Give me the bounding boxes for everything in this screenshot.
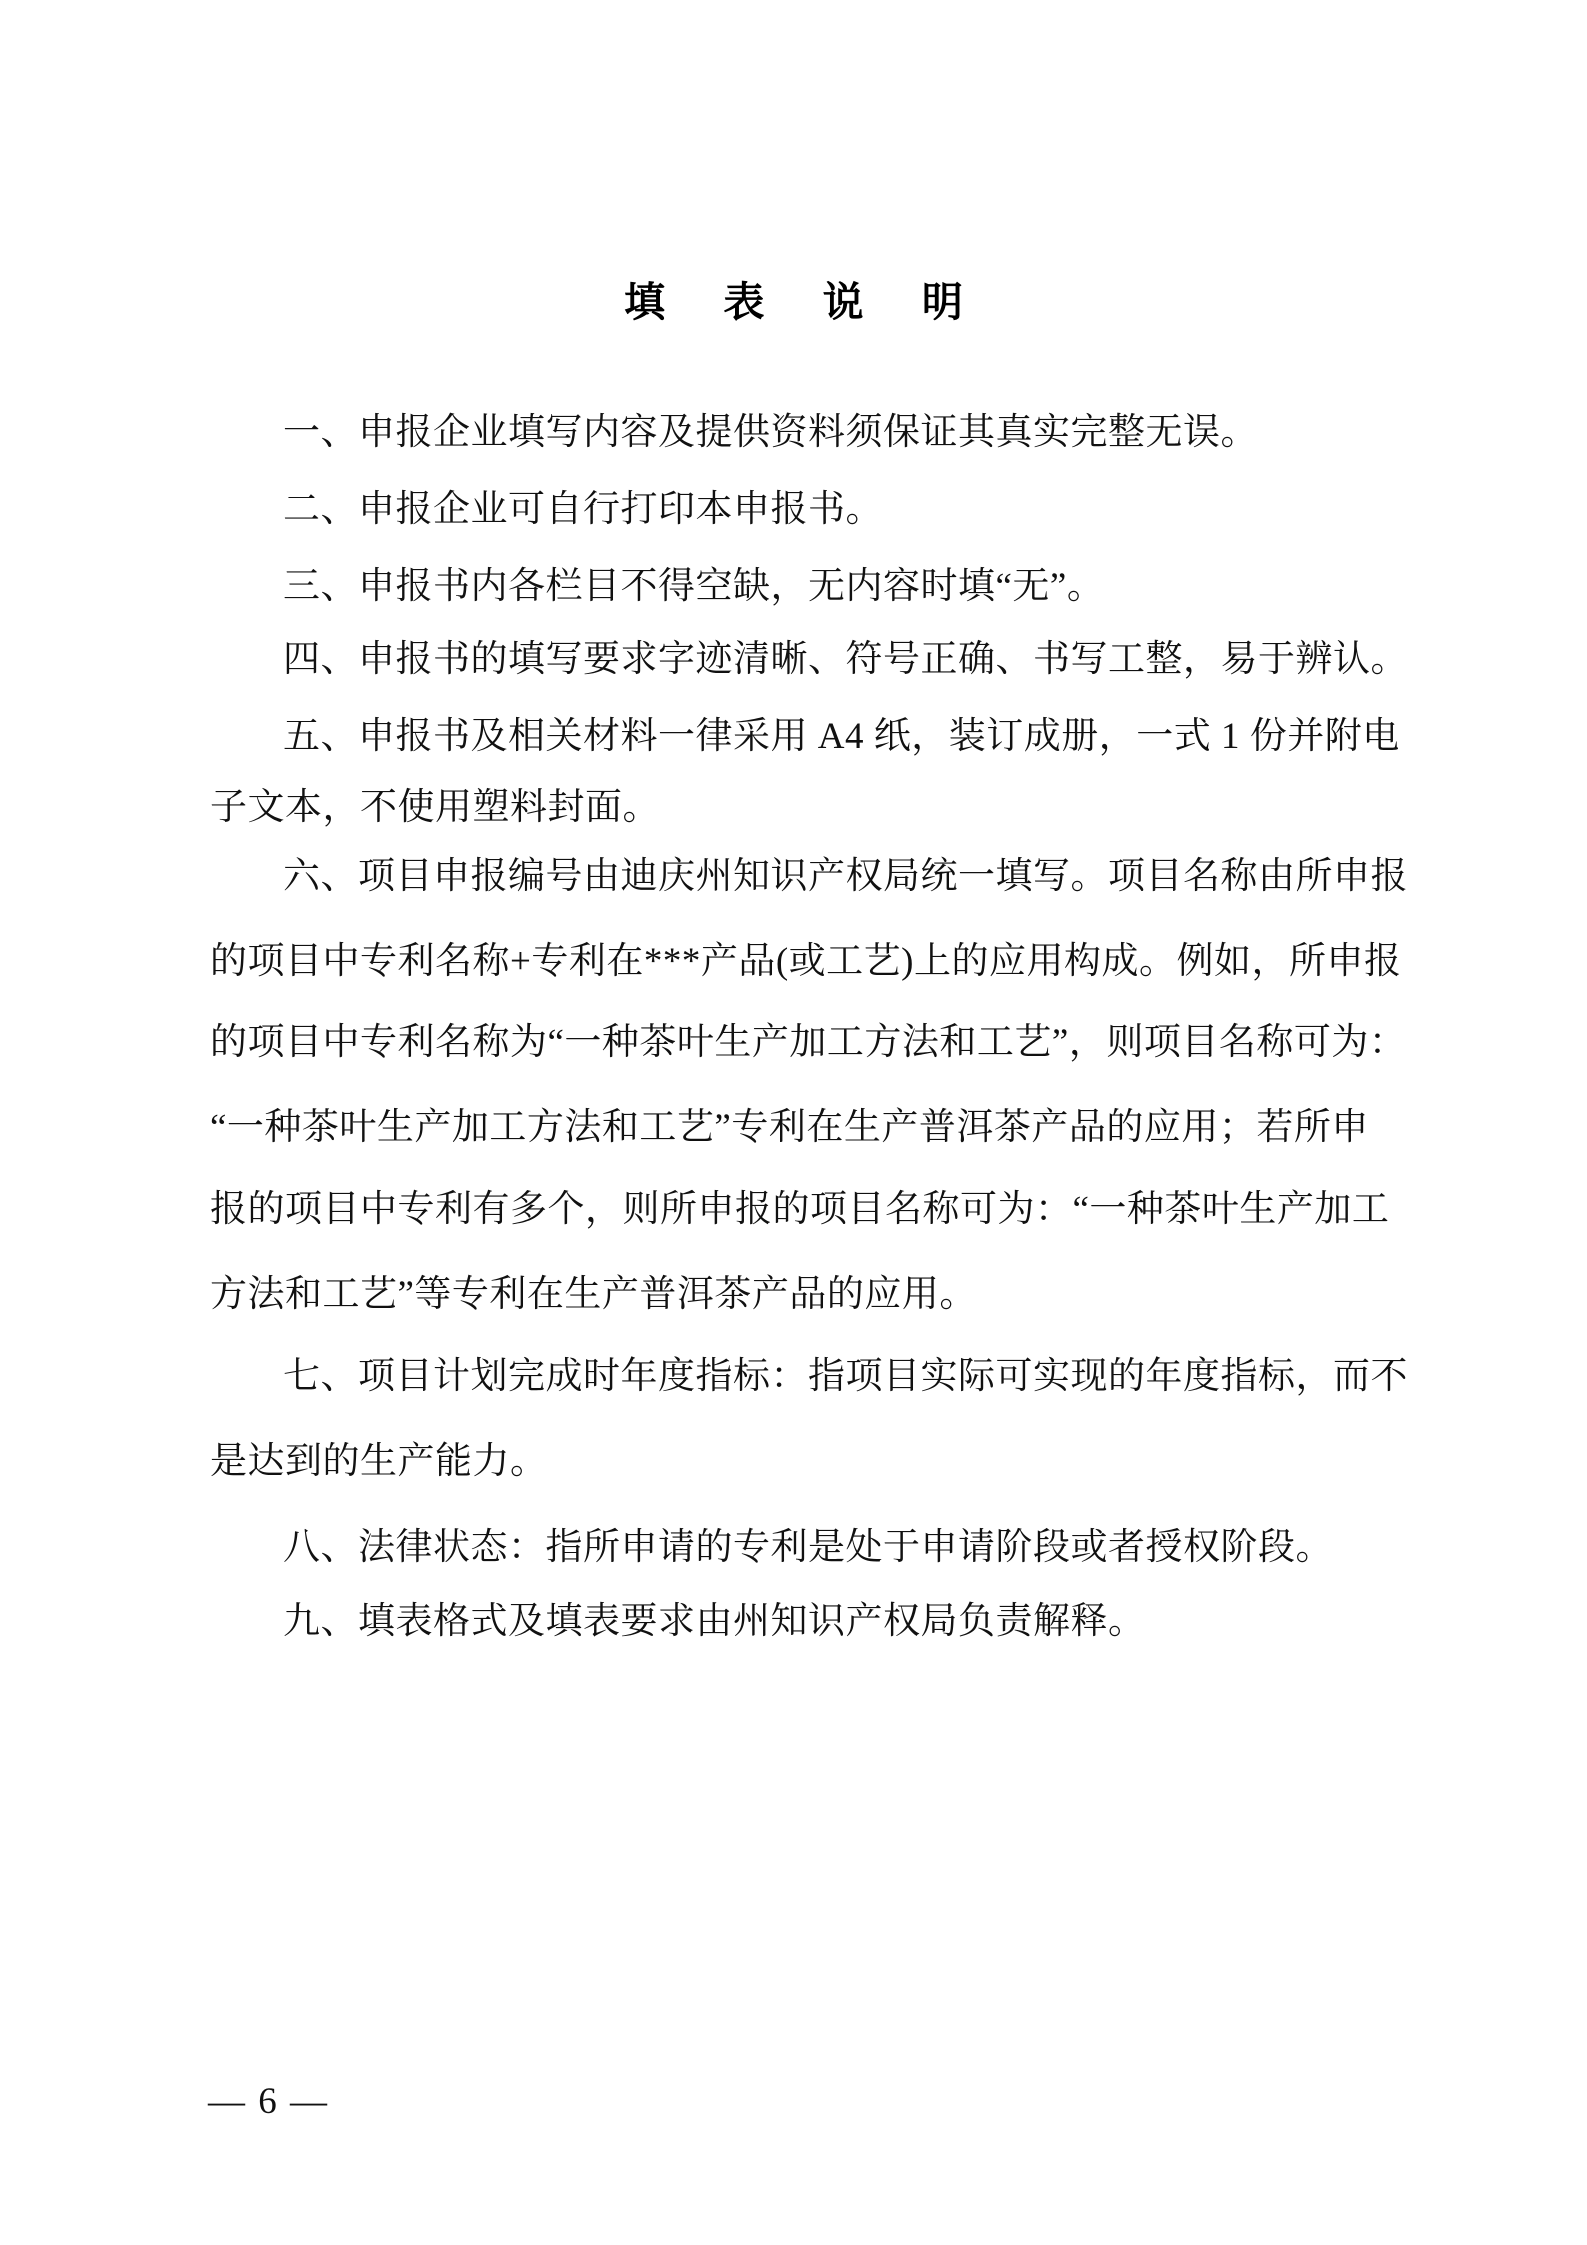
instruction-line-8: 八、法律状态：指所申请的专利是处于申请阶段或者授权阶段。: [283, 1527, 1333, 1568]
instruction-line-6-continuation-3: “一种茶叶生产加工方法和工艺”专利在生产普洱茶产品的应用；若所申: [210, 1107, 1369, 1148]
instruction-line-5: 五、申报书及相关材料一律采用 A4 纸，装订成册，一式 1 份并附电: [283, 716, 1400, 757]
instruction-line-2: 二、申报企业可自行打印本申报书。: [283, 489, 883, 530]
instruction-line-6-continuation-2: 的项目中专利名称为“一种茶叶生产加工方法和工艺”，则项目名称可为：: [210, 1022, 1407, 1063]
instruction-line-9: 九、填表格式及填表要求由州知识产权局负责解释。: [283, 1601, 1146, 1642]
instruction-line-7: 七、项目计划完成时年度指标：指项目实际可实现的年度指标，而不: [283, 1356, 1408, 1397]
instruction-line-6-continuation-5: 方法和工艺”等专利在生产普洱茶产品的应用。: [210, 1274, 977, 1315]
instruction-line-6: 六、项目申报编号由迪庆州知识产权局统一填写。项目名称由所申报: [283, 856, 1408, 897]
instruction-line-3: 三、申报书内各栏目不得空缺，无内容时填“无”。: [283, 566, 1105, 607]
instruction-line-1: 一、申报企业填写内容及提供资料须保证其真实完整无误。: [283, 412, 1258, 453]
page-number: — 6 —: [208, 2081, 329, 2122]
instruction-line-7-continuation: 是达到的生产能力。: [210, 1441, 548, 1482]
document-title: 填 表 说 明: [624, 279, 987, 325]
instruction-line-5-continuation: 子文本，不使用塑料封面。: [210, 787, 660, 828]
instruction-line-4: 四、申报书的填写要求字迹清晰、符号正确、书写工整，易于辨认。: [283, 639, 1408, 680]
instruction-line-6-continuation-4: 报的项目中专利有多个，则所申报的项目名称可为：“一种茶叶生产加工: [210, 1189, 1390, 1230]
instruction-line-6-continuation-1: 的项目中专利名称+专利在***产品(或工艺)上的应用构成。例如，所申报: [210, 941, 1402, 982]
